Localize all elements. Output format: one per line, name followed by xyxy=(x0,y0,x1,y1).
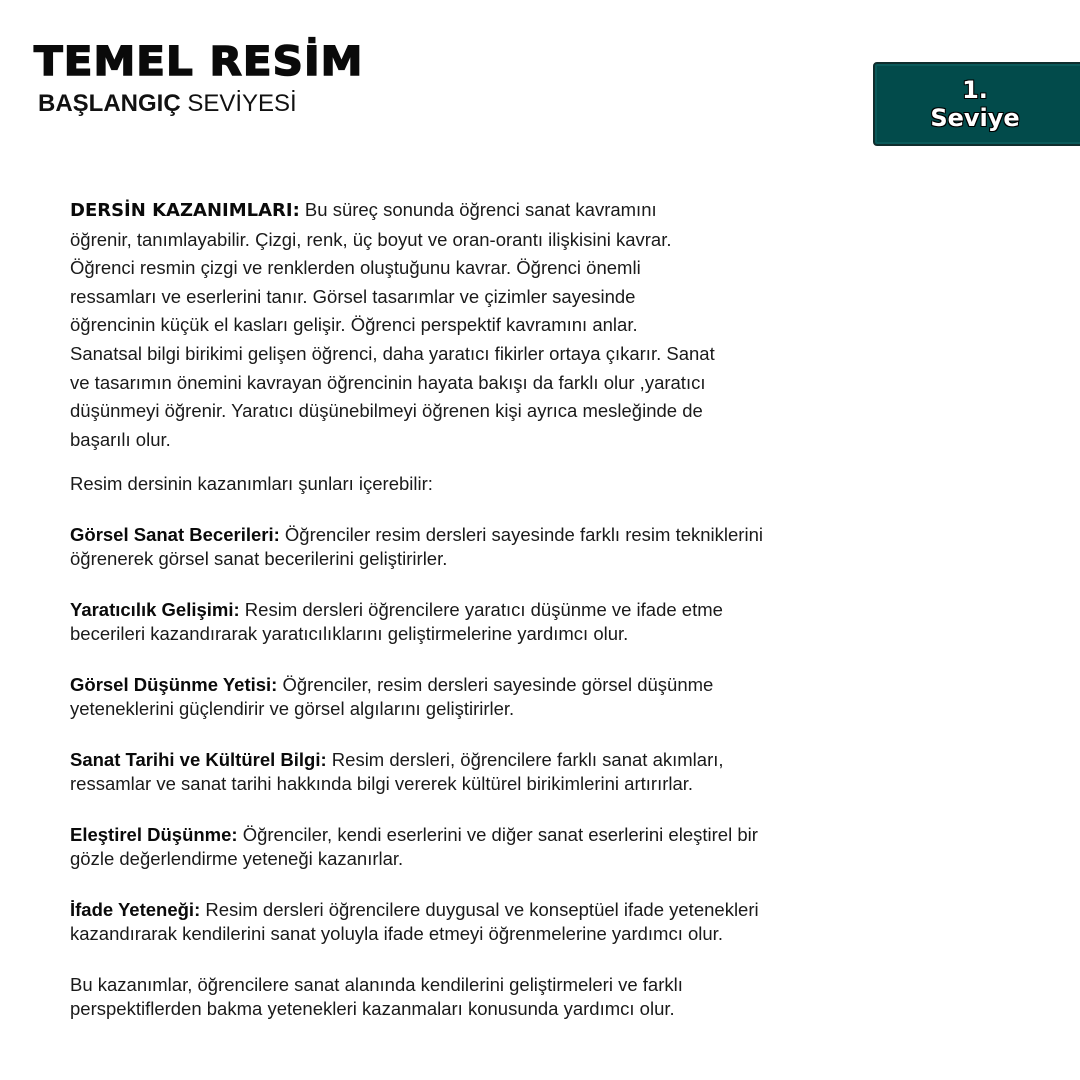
intro-line: Bu süreç sonunda öğrenci sanat kavramını xyxy=(299,199,657,220)
list-item xyxy=(70,673,810,722)
list-item xyxy=(70,898,810,947)
intro-lead: DERSİN KAZANIMLARI: xyxy=(70,200,300,221)
list-item xyxy=(70,523,810,572)
item-label: Görsel Sanat Becerileri: xyxy=(70,523,280,545)
closing-line: perspektiflerden bakma yetenekleri kazanmaları konusunda yardımcı olur. xyxy=(70,998,675,1020)
list-item xyxy=(70,823,810,872)
item-label: İfade Yeteneği: xyxy=(70,898,201,920)
item-text: Öğrenciler, resim dersleri sayesinde görsel düşünme xyxy=(277,673,714,695)
item-label: Sanat Tarihi ve Kültürel Bilgi: xyxy=(70,748,327,770)
document-body xyxy=(70,196,810,1022)
intro-paragraph xyxy=(70,196,810,454)
level-label: Seviye xyxy=(930,104,1020,132)
list-item xyxy=(70,748,810,797)
closing-paragraph xyxy=(70,973,810,1022)
item-text: yeteneklerini güçlendirir ve görsel algılarını geliştirirler. xyxy=(70,698,515,720)
level-badge-text xyxy=(875,76,1075,132)
intro-line: Sanatsal bilgi birikimi gelişen öğrenci, daha yaratıcı fikirler ortaya çıkarır. Sanat xyxy=(70,342,715,364)
level-badge xyxy=(873,62,1080,146)
item-text: ressamlar ve sanat tarihi hakkında bilgi vererek kültürel birikimlerini artırırlar. xyxy=(70,773,694,795)
subtitle-regular: SEVİYESİ xyxy=(180,90,297,117)
level-number: 1. xyxy=(962,76,988,104)
item-text: becerileri kazandırarak yaratıcılıklarını geliştirmelerine yardımcı olur. xyxy=(70,623,629,645)
intro-line: öğrencinin küçük el kasları gelişir. Öğrenci perspektif kavramını anlar. xyxy=(70,314,638,336)
intro-line: öğrenir, tanımlayabilir. Çizgi, renk, üç boyut ve oran-orantı ilişkisini kavrar. xyxy=(70,228,672,250)
item-text: kazandırarak kendilerini sanat yoluyla ifade etmeyi öğrenmelerine yardımcı olur. xyxy=(70,923,723,945)
intro-line: Öğrenci resmin çizgi ve renklerden oluştuğunu kavrar. Öğrenci önemli xyxy=(70,257,641,279)
page-subtitle xyxy=(38,90,297,118)
page-title: TEMEL RESİM xyxy=(34,39,364,85)
item-text: Resim dersleri öğrencilere yaratıcı düşünme ve ifade etme xyxy=(239,598,723,620)
intro-line: düşünmeyi öğrenir. Yaratıcı düşünebilmeyi öğrenen kişi ayrıca mesleğinde de xyxy=(70,400,703,422)
item-text: gözle değerlendirme yeteneği kazanırlar. xyxy=(70,848,404,870)
intro-line: ve tasarımın önemini kavrayan öğrencinin hayata bakışı da farklı olur ,yaratıcı xyxy=(70,371,706,393)
item-text: öğrenerek görsel sanat becerilerini geliştirirler. xyxy=(70,548,448,570)
item-text: Öğrenciler resim dersleri sayesinde farklı resim tekniklerini xyxy=(279,523,763,545)
item-label: Yaratıcılık Gelişimi: xyxy=(70,598,240,620)
intro-line: başarılı olur. xyxy=(70,428,171,450)
item-text: Öğrenciler, kendi eserlerini ve diğer sanat eserlerini eleştirel bir xyxy=(237,823,758,845)
list-item xyxy=(70,598,810,647)
item-text: Resim dersleri öğrencilere duygusal ve konseptüel ifade yetenekleri xyxy=(200,898,759,920)
subtitle-bold: BAŞLANGIÇ xyxy=(38,90,181,117)
item-text: Resim dersleri, öğrencilere farklı sanat akımları, xyxy=(326,748,724,770)
item-label: Eleştirel Düşünme: xyxy=(70,823,238,845)
closing-line: Bu kazanımlar, öğrencilere sanat alanında kendilerini geliştirmeleri ve farklı xyxy=(70,973,683,995)
item-label: Görsel Düşünme Yetisi: xyxy=(70,673,278,695)
intro-line: ressamları ve eserlerini tanır. Görsel tasarımlar ve çizimler sayesinde xyxy=(70,285,636,307)
list-intro: Resim dersinin kazanımları şunları içerebilir: xyxy=(70,473,433,495)
